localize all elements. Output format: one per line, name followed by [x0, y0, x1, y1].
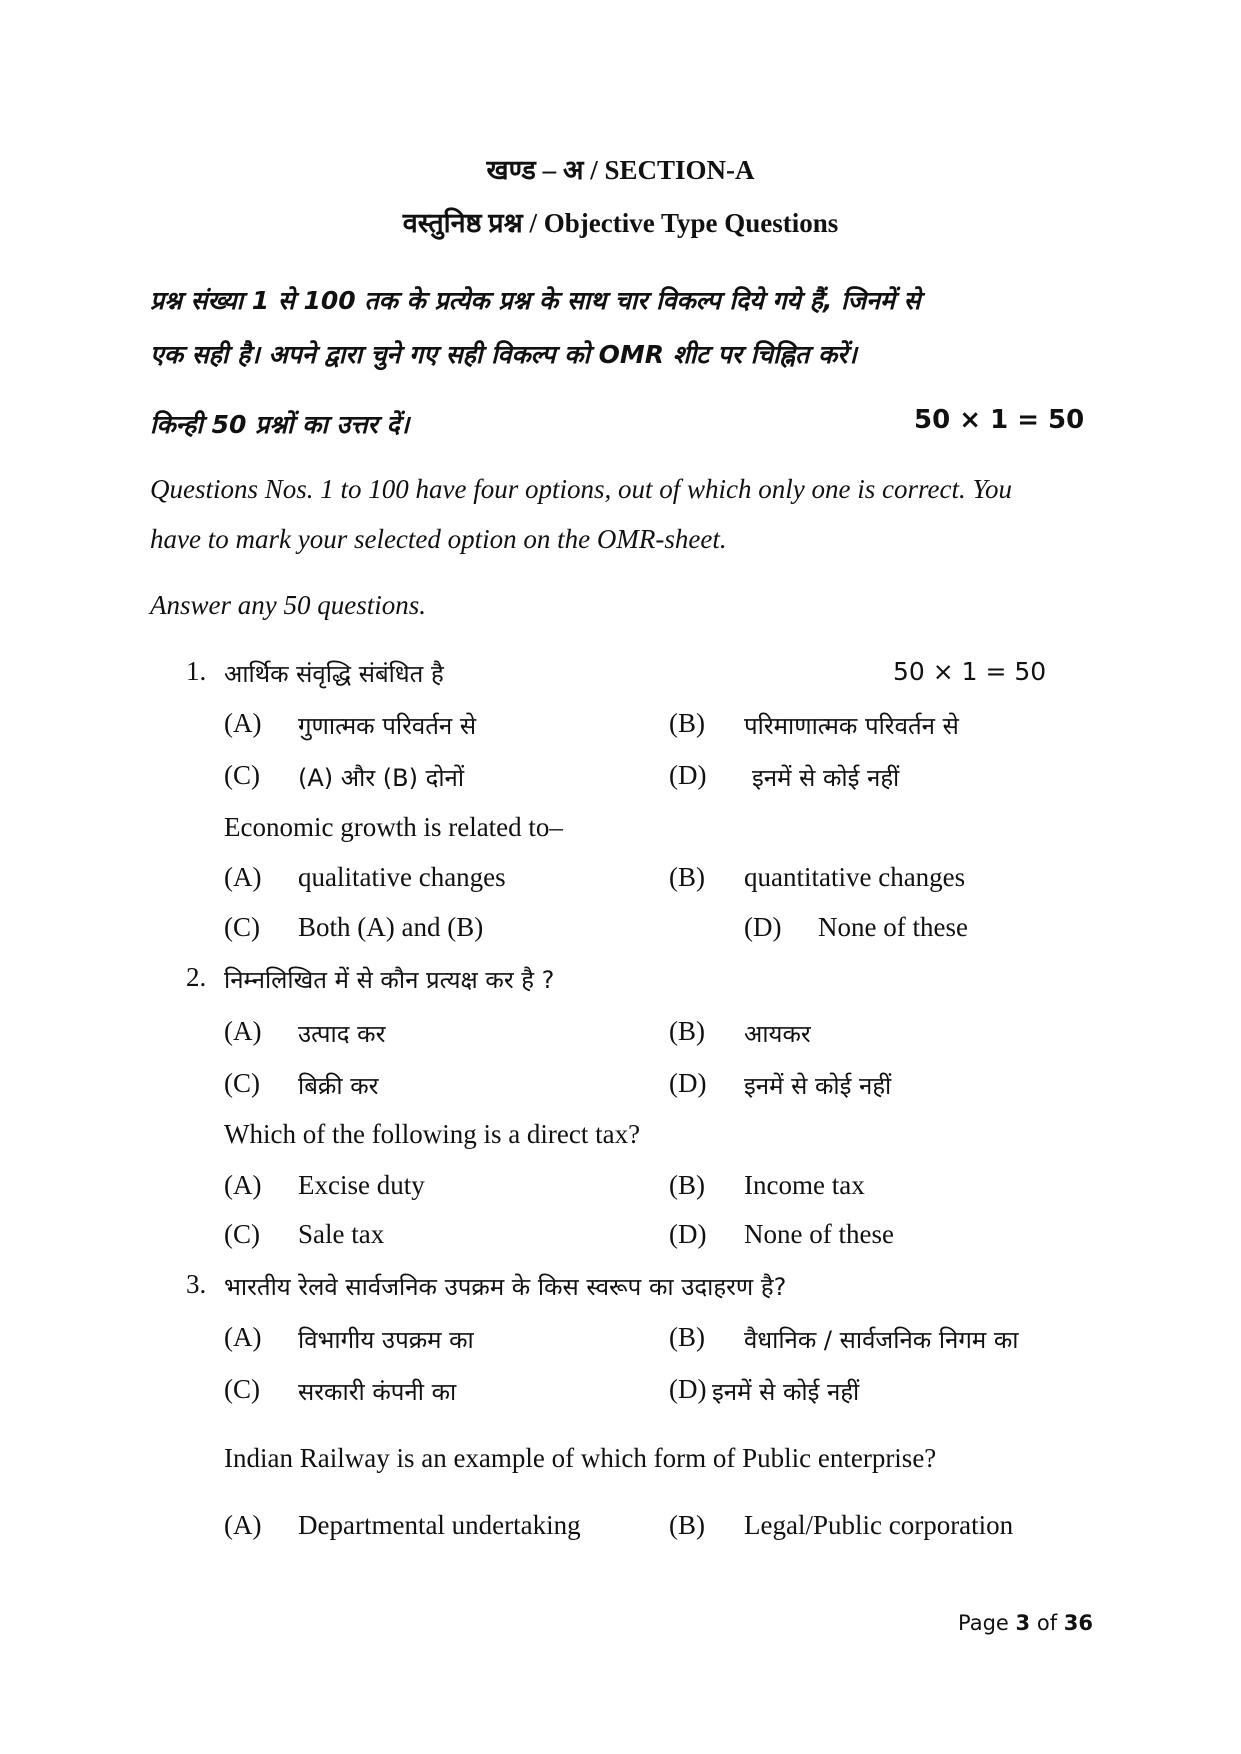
option-label: (A) [224, 862, 262, 892]
option-text: qualitative changes [298, 862, 506, 892]
option-text: परिमाणात्मक परिवर्तन से [744, 712, 959, 740]
instruction-hindi-line1: प्रश्न संख्या 1 से 100 तक के प्रत्येक प्रश्न के साथ चार विकल्प दिये गये हैं, जिनमें से [150, 286, 921, 315]
option-text: Income tax [744, 1170, 865, 1200]
question-english-text: Economic growth is related to– [224, 812, 563, 842]
option-label: (C) [224, 1374, 260, 1404]
instruction-hindi-line3: किन्ही 50 प्रश्नों का उत्तर दें। [150, 410, 410, 439]
option-label: (A) [224, 1510, 262, 1540]
instruction-english-line2: have to mark your selected option on the OMR-sheet. [150, 524, 727, 554]
question-number: 1. [186, 656, 207, 686]
option-text: इनमें से कोई नहीं [744, 1072, 892, 1100]
option-label: (B) [669, 1016, 705, 1046]
option-text: (A) और (B) दोनों [298, 764, 465, 792]
question-english-text: Which of the following is a direct tax? [224, 1119, 641, 1149]
section-subtitle: वस्तुनिष्ठ प्रश्न / Objective Type Questions [402, 208, 839, 238]
instruction-english-line1: Questions Nos. 1 to 100 have four options, out of which only one is correct. You [150, 474, 1012, 504]
option-label: (B) [669, 1170, 705, 1200]
option-text: उत्पाद कर [298, 1020, 386, 1048]
option-label: (B) [669, 708, 705, 738]
of-word: of [1036, 1611, 1058, 1635]
option-label: (C) [224, 912, 260, 942]
instruction-english-line3: Answer any 50 questions. [150, 590, 426, 620]
option-text: quantitative changes [744, 862, 966, 892]
option-label: (D) [744, 912, 782, 942]
option-label: (A) [224, 1016, 262, 1046]
option-text: विभागीय उपक्रम का [298, 1326, 474, 1354]
option-label: (B) [669, 862, 705, 892]
option-label: (B) [669, 1510, 705, 1540]
option-text: आयकर [744, 1020, 811, 1048]
option-label: (C) [224, 760, 260, 790]
option-text: Legal/Public corporation [744, 1510, 1014, 1540]
option-text: सरकारी कंपनी का [298, 1378, 457, 1406]
option-label: (D) [669, 1219, 707, 1249]
instruction-marks: 50 × 1 = 50 [914, 405, 1085, 435]
question-number: 2. [186, 962, 207, 992]
option-text: None of these [744, 1219, 894, 1249]
option-label: (A) [224, 1322, 262, 1352]
option-label: (B) [669, 1322, 705, 1352]
option-text: Sale tax [298, 1219, 385, 1249]
page-number [958, 1611, 1093, 1635]
instruction-hindi-line2: एक सही है। अपने द्वारा चुने गए सही विकल्प को OMR शीट पर चिह्नित करें। [150, 340, 857, 369]
option-text: इनमें से कोई नहीं [752, 764, 900, 792]
option-label: (D) [669, 1374, 707, 1404]
question-number: 3. [186, 1269, 207, 1299]
option-text: Departmental undertaking [298, 1510, 581, 1540]
page-total: 36 [1063, 1611, 1094, 1635]
question-english-text: Indian Railway is an example of which form of Public enterprise? [224, 1443, 937, 1473]
option-text: None of these [818, 912, 968, 942]
section-heading: खण्ड – अ / SECTION-A [486, 155, 755, 185]
page-word: Page [958, 1611, 1009, 1635]
question-marks: 50 × 1 = 50 [893, 657, 1047, 686]
option-text: वैधानिक / सार्वजनिक निगम का [744, 1326, 1019, 1354]
option-label: (C) [224, 1068, 260, 1098]
option-label: (A) [224, 708, 262, 738]
option-label: (C) [224, 1219, 260, 1249]
question-hindi-text: भारतीय रेलवे सार्वजनिक उपक्रम के किस स्वरूप का उदाहरण है? [224, 1273, 787, 1301]
option-label: (D) [669, 1068, 707, 1098]
option-text: बिक्री कर [298, 1072, 379, 1100]
option-text: गुणात्मक परिवर्तन से [298, 712, 477, 740]
question-hindi-text: निम्नलिखित में से कौन प्रत्यक्ष कर है ? [224, 966, 555, 994]
option-text: इनमें से कोई नहीं [712, 1378, 860, 1406]
option-text: Both (A) and (B) [298, 912, 484, 942]
option-label: (D) [669, 760, 707, 790]
option-label: (A) [224, 1170, 262, 1200]
page-current: 3 [1015, 1611, 1031, 1635]
option-text: Excise duty [298, 1170, 425, 1200]
question-hindi-text: आर्थिक संवृद्धि संबंधित है [224, 660, 444, 688]
